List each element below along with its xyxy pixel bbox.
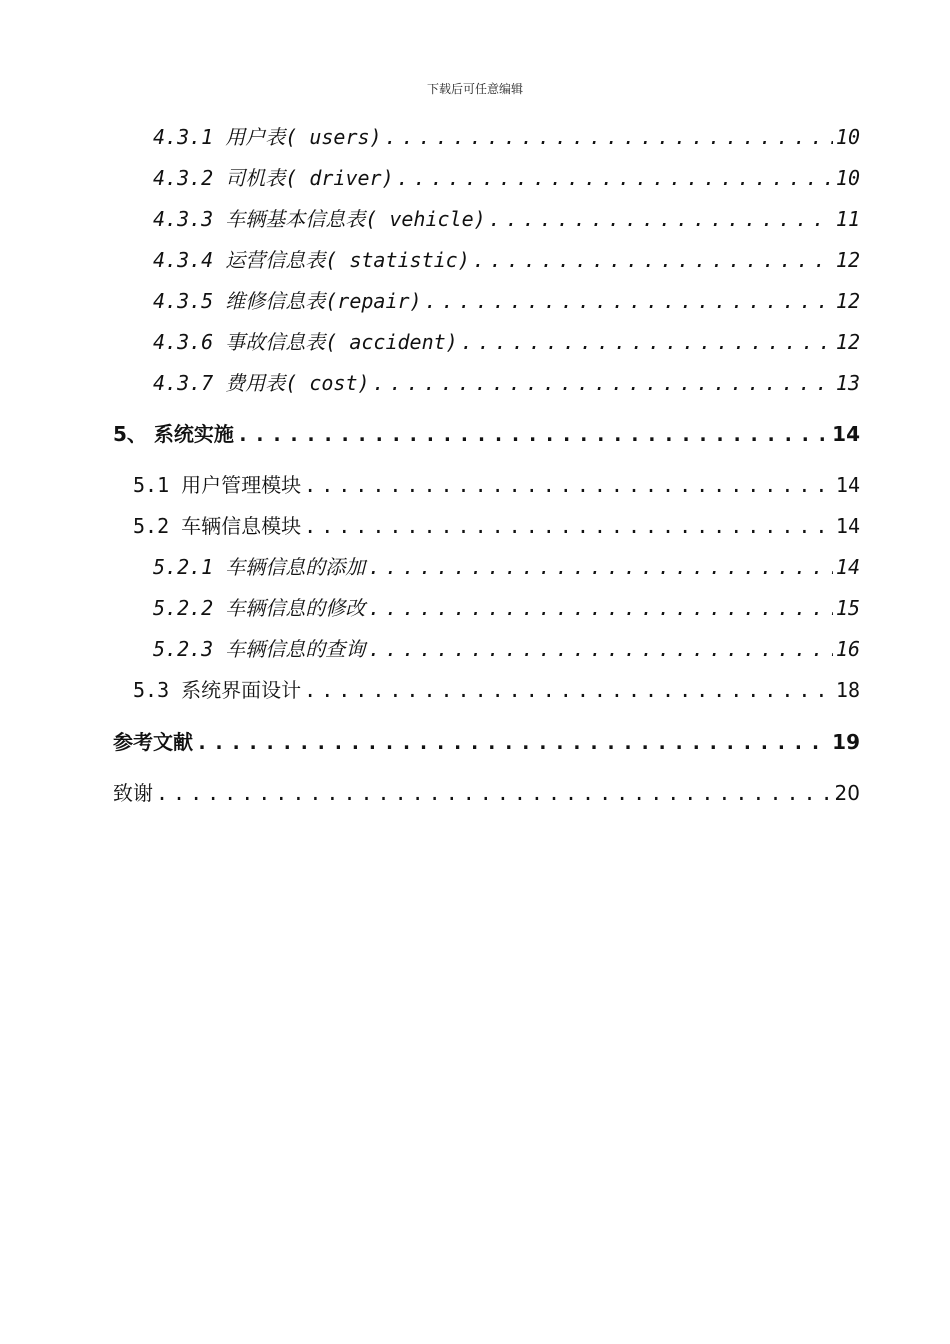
toc-entry-title: 5.2.1 车辆信息的添加: [153, 555, 366, 579]
toc-dot-leader: [156, 777, 832, 809]
toc-entry-title: 4.3.1 用户表( users): [153, 125, 382, 149]
toc-entry-4-3-7[interactable]: [153, 367, 860, 399]
toc-entry-title: 5、 系统实施: [113, 422, 234, 446]
toc-dot-leader: [461, 326, 833, 358]
toc-entry-5-3[interactable]: [133, 674, 860, 706]
toc-dot-leader: [368, 633, 833, 665]
toc-entry-5[interactable]: [113, 418, 860, 450]
toc-entry-page: 19: [832, 730, 860, 754]
toc-entry-page: 10: [835, 166, 860, 190]
toc-entry-page: 14: [832, 422, 860, 446]
toc-entry-title: 4.3.6 事故信息表( accident): [153, 330, 458, 354]
toc-entry-5-1[interactable]: [133, 469, 860, 501]
toc-entry-page: 12: [835, 289, 860, 313]
toc-entry-page: 14: [835, 555, 860, 579]
toc-dot-leader: [473, 244, 833, 276]
toc-dot-leader: [425, 285, 833, 317]
toc-entry-title: 参考文献: [113, 730, 193, 754]
toc-dot-leader: [304, 674, 833, 706]
toc-entry-title: 4.3.4 运营信息表( statistic): [153, 248, 470, 272]
toc-entry-title: 4.3.2 司机表( driver): [153, 166, 394, 190]
toc-dot-leader: [196, 726, 829, 758]
page-header: 下载后可任意编辑: [426, 82, 523, 96]
toc-entry-title: 5.2.2 车辆信息的修改: [153, 596, 366, 620]
toc-dot-leader: [304, 510, 833, 542]
toc-entry-page: 20: [834, 781, 860, 805]
toc-dot-leader: [385, 121, 833, 153]
toc-entry-page: 18: [835, 678, 860, 702]
toc-entry-title: 4.3.3 车辆基本信息表( vehicle): [153, 207, 486, 231]
toc-entry-5-2-3[interactable]: [153, 633, 860, 665]
toc-entry-5-2[interactable]: [133, 510, 860, 542]
toc-entry-4-3-4[interactable]: [153, 244, 860, 276]
toc-entry-4-3-1[interactable]: [153, 121, 860, 153]
toc-entry-page: 12: [835, 330, 860, 354]
toc-dot-leader: [368, 551, 833, 583]
toc-entry-title: 致谢: [113, 781, 153, 805]
toc-entry-title: 5.2 车辆信息模块: [133, 514, 302, 538]
toc-entry-page: 13: [835, 371, 860, 395]
toc-entry-acknowledgements[interactable]: [113, 777, 860, 809]
toc-entry-4-3-2[interactable]: [153, 162, 860, 194]
toc-entry-title: 4.3.7 费用表( cost): [153, 371, 370, 395]
toc-entry-title: 5.1 用户管理模块: [133, 473, 302, 497]
toc-entry-page: 16: [835, 637, 860, 661]
toc-entry-page: 14: [835, 514, 860, 538]
toc-entry-title: 5.2.3 车辆信息的查询: [153, 637, 366, 661]
toc-entry-5-2-2[interactable]: [153, 592, 860, 624]
toc-dot-leader: [373, 367, 833, 399]
toc-dot-leader: [368, 592, 833, 624]
toc-entry-title: 4.3.5 维修信息表(repair): [153, 289, 422, 313]
toc-dot-leader: [304, 469, 833, 501]
toc-entry-4-3-5[interactable]: [153, 285, 860, 317]
toc-entry-4-3-3[interactable]: [153, 203, 860, 235]
toc-entry-title: 5.3 系统界面设计: [133, 678, 302, 702]
toc-entry-page: 15: [835, 596, 860, 620]
toc-entry-page: 14: [835, 473, 860, 497]
toc-entry-page: 10: [835, 125, 860, 149]
toc-entry-references[interactable]: [113, 726, 860, 758]
toc-entry-page: 11: [835, 207, 860, 231]
toc-dot-leader: [237, 418, 829, 450]
toc-dot-leader: [397, 162, 833, 194]
toc-entry-4-3-6[interactable]: [153, 326, 860, 358]
toc-dot-leader: [489, 203, 833, 235]
toc-entry-page: 12: [835, 248, 860, 272]
toc-entry-5-2-1[interactable]: [153, 551, 860, 583]
